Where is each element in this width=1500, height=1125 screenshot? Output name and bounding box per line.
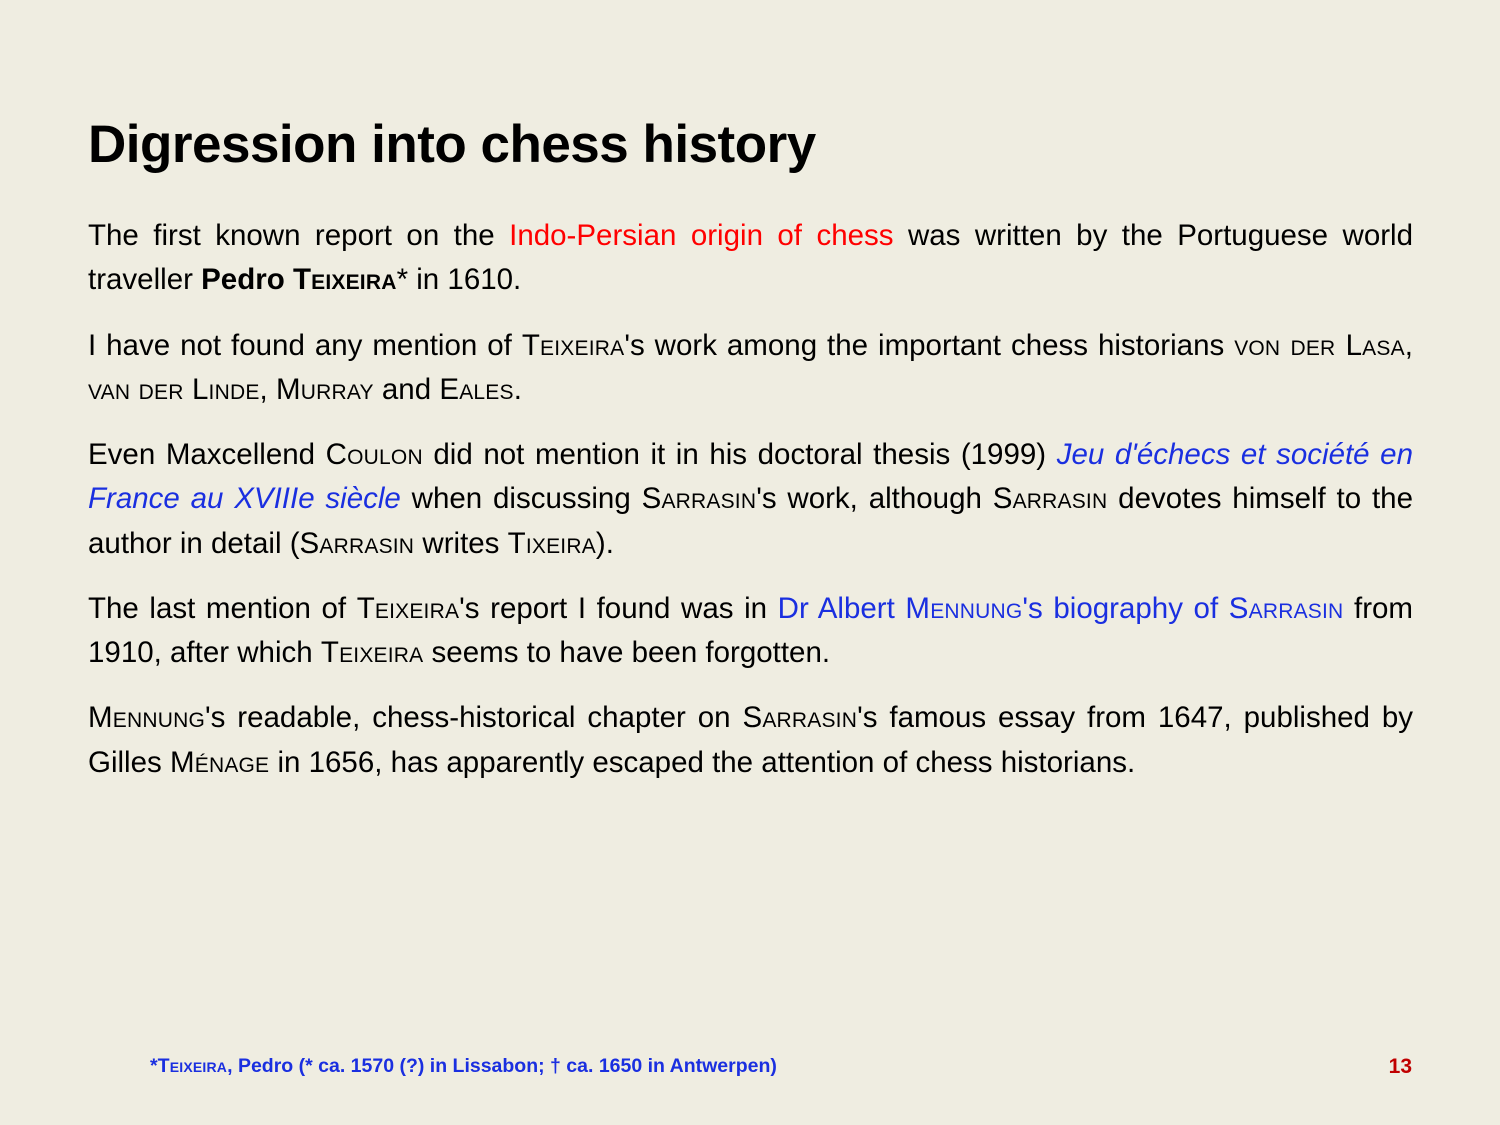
p4-link-post: 's biography of: [1022, 591, 1229, 625]
p4-text-3: from 1910, after which: [88, 591, 1414, 669]
footnote-star: *: [150, 1055, 158, 1077]
p3-name-coulon: Coulon: [325, 438, 423, 471]
p1-name-teixeira: Teixeira: [292, 263, 397, 297]
p4-link-name-mennung: Mennung: [905, 591, 1023, 625]
p1-highlight-indo-persian: Indo-Persian origin of chess: [509, 219, 894, 252]
page-title: Digression into chess history: [88, 114, 816, 174]
p3-text-7: ).: [595, 526, 614, 560]
p3-text-6: writes: [414, 526, 508, 560]
p1-text-1: The first known report on the: [88, 219, 510, 252]
paragraph-3: [88, 433, 1413, 566]
p4-text-1: The last mention of: [88, 591, 357, 625]
footnote-name-teixeira: Teixeira: [157, 1055, 228, 1077]
paragraph-2: [88, 324, 1413, 413]
p2-text-3: ,: [1404, 328, 1413, 362]
p3-name-tixeira: Tixeira: [507, 526, 596, 560]
p2-text-5: and: [373, 372, 440, 406]
p5-text-2: 's famous essay from 1647, published by Gilles: [88, 701, 1414, 779]
p2-text-4: ,: [259, 372, 276, 406]
p3-name-sarrasin-2: Sarrasin: [992, 482, 1108, 516]
p1-text-2: was written by the Portuguese world traveller: [88, 219, 1414, 297]
p3-name-sarrasin-3: Sarrasin: [299, 526, 415, 560]
p5-text-1: 's readable, chess-historical chapter on: [204, 701, 743, 735]
p2-text-1: I have not found any mention of: [88, 328, 522, 362]
p3-text-5: devotes himself to the author in detail (: [88, 482, 1413, 560]
slide-body: [88, 214, 1413, 785]
p2-name-teixeira: Teixeira: [521, 328, 625, 362]
p4-name-teixeira-1: Teixeira: [356, 591, 460, 625]
p2-name-von-der: von der: [1234, 328, 1346, 362]
p3-name-sarrasin-1: Sarrasin: [641, 482, 757, 516]
p5-name-menage: Ménage: [169, 745, 270, 779]
p5-name-sarrasin: Sarrasin: [742, 701, 858, 735]
p4-link-name-sarrasin: Sarrasin: [1228, 591, 1344, 625]
p2-name-linde: Linde: [191, 372, 260, 406]
p4-text-2: 's report I found was in: [459, 591, 778, 625]
p2-name-murray: Murray: [275, 372, 374, 406]
p3-text-1: Even Maxcellend: [88, 438, 326, 471]
p2-text-2: 's work among the important chess historians: [624, 328, 1235, 362]
paragraph-1: [88, 214, 1413, 303]
p1-text-3: * in 1610.: [396, 263, 522, 297]
p2-name-lasa: Lasa: [1345, 328, 1405, 362]
p3-thesis-title: Jeu d'échecs et société en France au XVIIIe siècle: [88, 438, 1413, 516]
p2-name-eales: Eales: [439, 372, 514, 406]
footnote: [150, 1055, 777, 1078]
p5-name-mennung: Mennung: [88, 701, 205, 735]
p4-name-teixeira-2: Teixeira: [320, 636, 424, 669]
p3-text-2: did not mention it in his doctoral thesis (1999): [422, 438, 1057, 471]
paragraph-4: [88, 587, 1413, 676]
p2-text-6: .: [513, 372, 522, 406]
footnote-text: , Pedro (* ca. 1570 (?) in Lissabon; † ca. 1650 in Antwerpen): [227, 1055, 777, 1077]
p4-link-pre: Dr Albert: [777, 591, 906, 625]
p3-text-4: 's work, although: [756, 482, 993, 516]
p1-name-first: Pedro: [201, 263, 293, 297]
paragraph-5: [88, 696, 1413, 785]
p2-name-van-der: van der: [88, 372, 192, 406]
p3-text-3: when discussing: [400, 482, 642, 516]
page-number: 13: [1388, 1055, 1412, 1078]
p5-text-3: in 1656, has apparently escaped the attention of chess historians.: [269, 745, 1136, 779]
p4-text-4: seems to have been forgotten.: [423, 636, 831, 669]
